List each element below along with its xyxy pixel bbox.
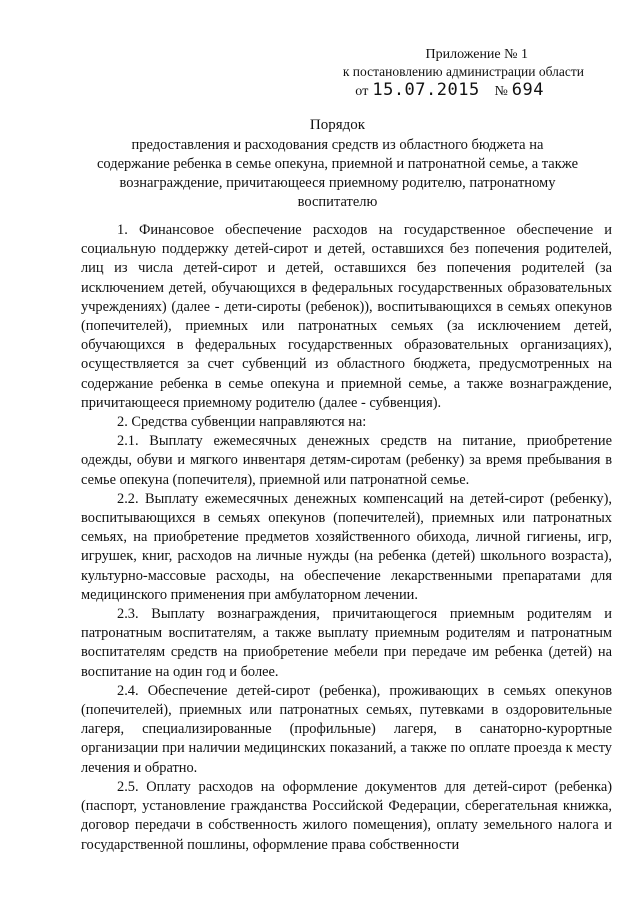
date-prefix: от (355, 84, 369, 99)
resolution-date-number (324, 80, 544, 102)
paragraph-2-1: 2.1. Выплату ежемесячных денежных средств на питание, приобретение одежды, обуви и мягкого инвентаря детям-сиротам (ребенку) за время пребывания в семье опекуна (попечителя), приемной или патронатной семье. (81, 433, 612, 488)
title-heading: Порядок (309, 117, 366, 133)
title-line: содержание ребенка в семье опекуна, приемной и патронатной семье, а также (96, 156, 579, 172)
appendix-label: Приложение № 1 (425, 47, 528, 62)
title-line: вознаграждение, причитающееся приемному родителю, патронатному (119, 175, 556, 191)
number-sign: № (494, 84, 509, 99)
paragraph-2-2: 2.2. Выплату ежемесячных денежных компенсаций на детей-сирот (ребенку), воспитывающихся в семьях опекунов (попечителей), приемных или патронатных семьях, на приобретение предметов хозяйственного обихода, личной гигиены, игр, игрушек, книг, расходов на личные нужды (на ребенка (детей) школьного возраста), культурно-массовые расходы, на обеспечение лекарственными препаратами для медицинского применения при амбулаторном лечении. (81, 490, 612, 603)
paragraph-1: 1. Финансовое обеспечение расходов на государственное обеспечение и социальную поддержку детей-сирот и детей, оставшихся без попечения родителей, лиц из числа детей-сирот и детей, оставшихся без попечения родителей (за исключением детей, обучающихся в федеральных государственных образовательных учреждениях) (далее - дети-сироты (ребенок)), воспитывающихся в семьях опекунов (попечителей), приемных или патронатных семьях (за исключением детей, обучающихся в федеральных государственных образовательных организациях), осуществляется за счет субвенций из областного бюджета, предусмотренных на содержание ребенка в семье опекуна и приемной семье, а также вознаграждение, причитающееся приемному родителю (далее - субвенция). (81, 222, 612, 411)
paragraph-2: 2. Средства субвенции направляются на: (117, 414, 367, 431)
document-title (80, 116, 595, 212)
document-header (324, 46, 584, 102)
resolution-reference: к постановлению администрации области (342, 64, 584, 79)
resolution-date: 15.07.2015 (372, 80, 480, 100)
paragraph-2-4: 2.4. Обеспечение детей-сирот (ребенка), проживающих в семьях опекунов (попечителей), приемных или патронатных семьях, путевками в оздоровительные лагеря, специализированные (профильные) лагеря, в санаторно-курортные организации при наличии медицинских показаний, а также по оплате проезда к месту лечения и обратно. (81, 682, 612, 776)
document-body (81, 221, 612, 855)
title-line: предоставления и расходования средств из областного бюджета на (131, 137, 544, 153)
paragraph-2-5: 2.5. Оплату расходов на оформление документов для детей-сирот (ребенка) (паспорт, установление гражданства Российской Федерации, сберегательная книжка, договор передачи в собственность жилого помещения), оплату земельного налога и государственной пошлины, оформление права собственности (81, 778, 612, 853)
title-line: воспитателю (297, 194, 378, 210)
paragraph-2-3: 2.3. Выплату вознаграждения, причитающегося приемным родителям и патронатным воспитателям, а также выплату приемным родителям и патронатным воспитателям средств на приобретение мебели при передаче им ребенка (детей) на воспитание на один год и более. (81, 606, 612, 680)
resolution-number: 694 (511, 80, 544, 100)
